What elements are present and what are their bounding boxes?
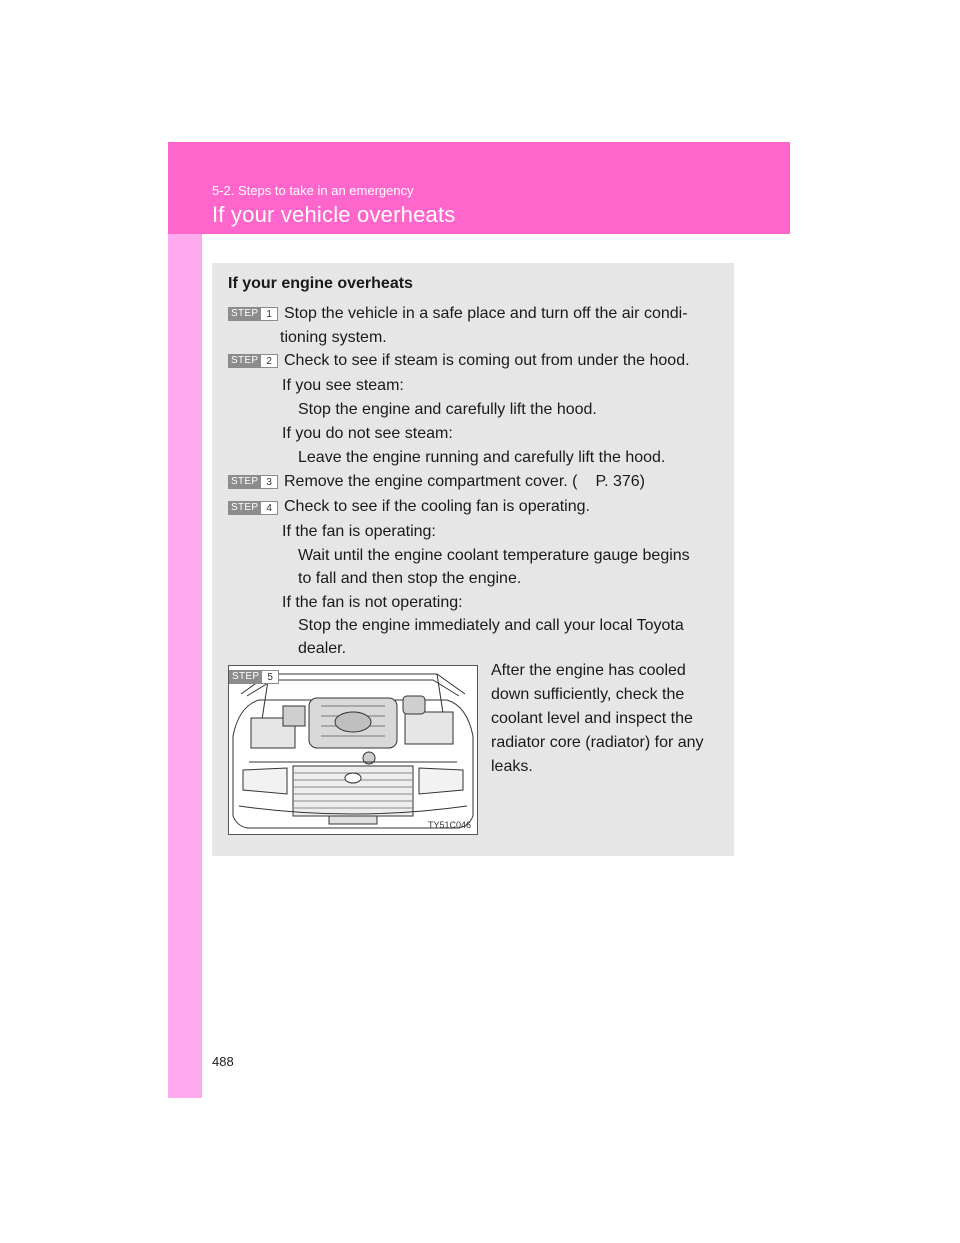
page-title: If your vehicle overheats bbox=[212, 202, 456, 227]
step-badge-2: STEP 2 bbox=[228, 354, 278, 368]
step4-case-fan-off: If the fan is not operating: bbox=[282, 594, 463, 611]
step4-case-fan-on: If the fan is operating: bbox=[282, 523, 436, 540]
page-reference-link[interactable]: P. 376) bbox=[595, 473, 646, 490]
step5-text-line-1: After the engine has cooled bbox=[491, 662, 686, 679]
step4-case-fan-on-action: Wait until the engine coolant temperature gauge begins bbox=[298, 547, 690, 564]
step5-text-line-2: down sufficiently, check the bbox=[491, 686, 685, 703]
step4-case-fan-off-action: Stop the engine immediately and call your local Toyota bbox=[298, 617, 684, 634]
step5-text-line-3: coolant level and inspect the bbox=[491, 710, 693, 727]
step2-case-no-steam: If you do not see steam: bbox=[282, 425, 453, 442]
engine-compartment-illustration bbox=[228, 665, 478, 835]
step2-text: Check to see if steam is coming out from under the hood. bbox=[284, 352, 690, 369]
step-badge-1: STEP 1 bbox=[228, 307, 278, 321]
step5-text-line-5: leaks. bbox=[491, 758, 533, 775]
section-label: 5-2. Steps to take in an emergency bbox=[212, 183, 414, 198]
step2-case-steam: If you see steam: bbox=[282, 377, 404, 394]
engine-bay-drawing bbox=[229, 666, 477, 834]
step-badge-5: STEP 5 bbox=[229, 670, 279, 684]
side-tab-strip bbox=[168, 234, 202, 1098]
step-badge-3: STEP 3 bbox=[228, 475, 278, 489]
panel-heading: If your engine overheats bbox=[228, 275, 413, 292]
step5-text-line-4: radiator core (radiator) for any bbox=[491, 734, 704, 751]
page-number: 488 bbox=[212, 1054, 234, 1069]
step4-case-fan-on-action-cont: to fall and then stop the engine. bbox=[298, 570, 522, 587]
step4-text: Check to see if the cooling fan is operating. bbox=[284, 498, 590, 515]
step1-text-cont: tioning system. bbox=[280, 329, 387, 346]
step2-case-steam-action: Stop the engine and carefully lift the hood. bbox=[298, 401, 597, 418]
step4-case-fan-off-action-cont: dealer. bbox=[298, 640, 347, 657]
step-badge-4: STEP 4 bbox=[228, 501, 278, 515]
step1-text: Stop the vehicle in a safe place and turn off the air condi- bbox=[284, 305, 688, 322]
step2-case-no-steam-action: Leave the engine running and carefully lift the hood. bbox=[298, 449, 666, 466]
figure-code: TY51C046 bbox=[427, 820, 471, 830]
step3-text: Remove the engine compartment cover. ( P. 376) bbox=[284, 473, 646, 490]
